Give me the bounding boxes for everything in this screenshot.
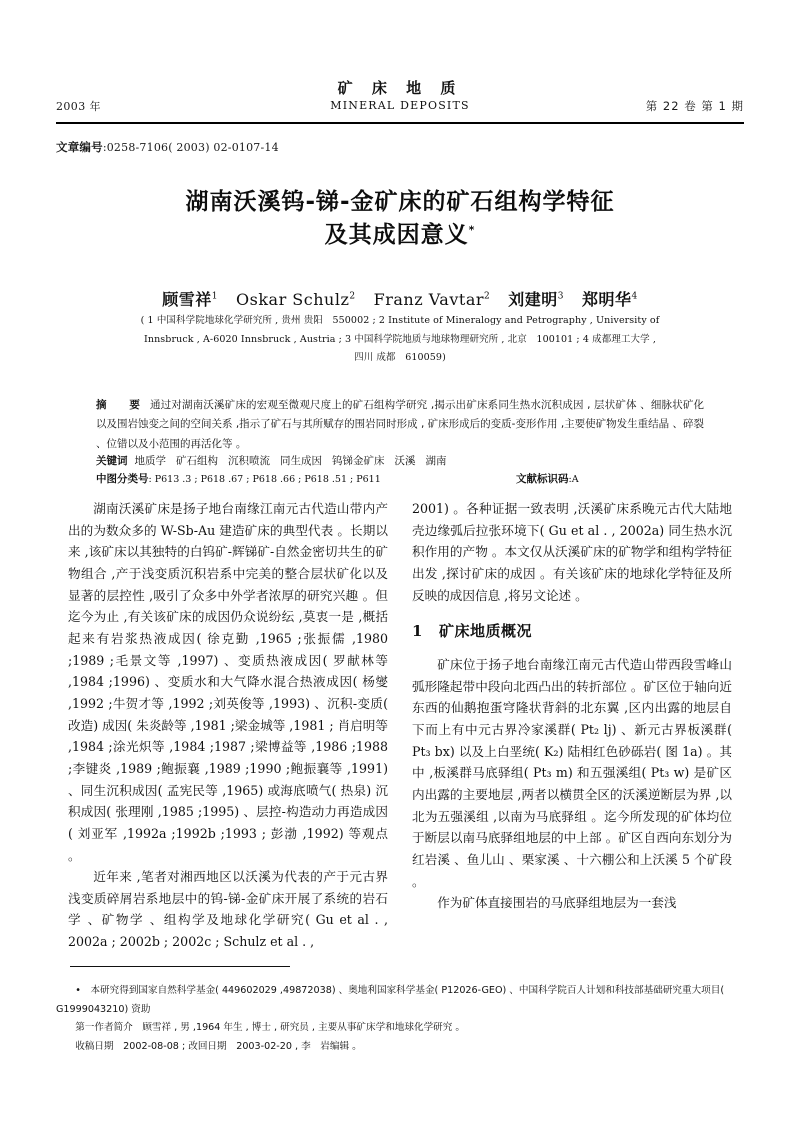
title-line-1: 湖南沃溪钨-锑-金矿床的矿石组构学特征 [185, 189, 615, 215]
header-rule [56, 122, 744, 124]
author-4 [508, 290, 564, 309]
author-5-affil-sup: 4 [631, 291, 638, 302]
title-footnote-marker: * [468, 223, 476, 236]
abstract-label: 摘 要 [96, 399, 146, 411]
abstract-text: 通过对湖南沃溪矿床的宏观至微观尺度上的矿石组构学研究 ,揭示出矿床系同生热水沉积成因 , 层状矿体 、细脉状矿化以及围岩蚀变之间的空间关系 ,指示了矿石与其所赋存的围岩同时形成 , 矿床形成后的变质-变形作用 ,主要使矿物发生重结晶 、碎裂 、位错以及小范围的再活化等 。 [96, 399, 704, 450]
column-left [68, 498, 388, 953]
author-5 [582, 290, 638, 309]
title-line-2-text: 及其成因意义 [324, 221, 469, 248]
left-paragraph-2: 近年来 ,笔者对湘西地区以沃溪为代表的产于元古界浅变质碎屑岩系地层中的钨-锑-金矿床开展了系统的岩石学 、矿物学 、组构学及地球化学研究( Gu et al . , 2002a ; 2002b ; 2002c ; Schulz et al . , [68, 869, 388, 950]
footnote-rule [70, 966, 290, 967]
keyword-1: 地质学 [134, 455, 166, 467]
author-3-affil-sup: 2 [484, 291, 491, 302]
keyword-2: 矿石组构 [176, 455, 218, 467]
author-4-affil-sup: 3 [557, 291, 564, 302]
right-paragraph-continued: 2001) 。各种证据一致表明 ,沃溪矿床系晚元古代大陆地壳边缘弧后拉张环境下( Gu et al . , 2002a) 同生热水沉积作用的产物 。本文仅从沃溪矿床的矿物学和组构学特征出发 ,探讨矿床的成因 。有关该矿床的地球化学特征及所反映的成因信息 ,将另文论述 。 [412, 501, 732, 603]
author-1-affil-sup: 1 [211, 291, 218, 302]
author-2 [236, 290, 356, 309]
article-number-label: 文章编号 [56, 140, 103, 154]
keyword-7: 湖南 [425, 455, 447, 467]
keyword-3: 沉积喷流 [228, 455, 270, 467]
author-5-name: 郑明华 [581, 290, 632, 309]
header-volume-issue: 第 22 卷 第 1 期 [645, 99, 744, 113]
column-right [412, 498, 732, 914]
document-code-label: 文献标识码 [516, 473, 569, 485]
journal-title-cn: 矿 床 地 质 [337, 79, 463, 97]
article-number-value: :0258-7106( 2003) 02-0107-14 [102, 141, 279, 154]
keyword-4: 同生成因 [280, 455, 322, 467]
title-line-2 [56, 219, 744, 252]
classification-label: 中图分类号 [96, 473, 149, 485]
keyword-6: 沃溪 [394, 455, 416, 467]
footnote-funding: • 本研究得到国家自然科学基金( 449602029 ,49872038) 、奥地利国家科学基金( P12026-GEO) 、中国科学院百人计划和科技部基础研究重大项目( G1999043210) 资助 [56, 985, 725, 1015]
journal-masthead [56, 80, 744, 112]
affiliation-line-2: Innsbruck , A-6020 Innsbruck , Austria ; 3 中国科学院地质与地球物理研究所 , 北京 100101 ; 4 成都理工大学 , [144, 333, 656, 345]
right-paragraph-1: 矿床位于扬子地台南缘江南元古代造山带西段雪峰山弧形隆起带中段向北西凸出的转折部位 。矿区位于轴向近东西的仙鹅抱蛋穹隆状背斜的北东翼 ,区内出露的地层自下而上有中元古界冷家溪群( Pt₂ lj) 、新元古界板溪群( Pt₃ bx) 以及上白垩统( K₂) 陆相红色砂砾岩( 图 1a) 。其中 ,板溪群马底驿组( Pt₃ m) 和五强溪组( Pt₃ w) 是矿区内出露的主要地层 ,两者以横贯全区的沃溪逆断层为界 ,以北为五强溪组 ,以南为马底驿组 。迄今所发现的矿体均位于断层以南马底驿组地层的中上部 。矿区自西向东划分为红岩溪 、鱼儿山 、栗家溪 、十六棚公和上沃溪 5 个矿段 。 [412, 657, 732, 889]
keywords-label: 关键词 [96, 455, 128, 467]
classification-value: : P613 .3 ; P618 .67 ; P618 .66 ; P618 .51 ; P611 [148, 474, 381, 485]
author-list [56, 287, 744, 310]
section-title: 矿床地质概况 [438, 622, 532, 641]
footnote-author-bio: 第一作者简介 顾雪祥 , 男 ,1964 年生 , 博士 , 研究员 , 主要从事矿床学和地球化学研究 。 [75, 1022, 465, 1034]
article-title [56, 186, 744, 251]
right-paragraph-2: 作为矿体直接围岩的马底驿组地层为一套浅 [437, 895, 677, 911]
author-3-name: Franz Vavtar [373, 290, 484, 309]
author-2-affil-sup: 2 [349, 291, 356, 302]
affiliations [82, 312, 718, 368]
left-paragraph-1: 湖南沃溪矿床是扬子地台南缘江南元古代造山带内产出的为数众多的 W-Sb-Au 建造矿床的典型代表 。长期以来 ,该矿床以其独特的白钨矿-辉锑矿-自然金密切共生的矿物组合 ,产于浅变质沉积岩系中完美的整合层状矿化以及显著的层控性 ,吸引了众多中外学者浓厚的研究兴趣 。但迄今为止 ,有关该矿床的成因仍众说纷纭 ,莫衷一是 ,概括起来有岩浆热液成因( 徐克勤 ,1965 ;张振儒 ,1980 ;1989 ;毛景文等 ,1997) 、变质热液成因( 罗献林等 ,1984 ;1996) 、变质水和大气降水混合热液成因( 杨燮 ,1992 ;牛贺才等 ,1992 ;刘英俊等 ,1993) 、沉积-变质( 改造) 成因( 朱炎龄等 ,1981 ;梁金城等 ,1981 ; 肖启明等 ,1984 ;涂光炽等 ,1984 ;1987 ;梁博益等 ,1986 ;1988 ;李键炎 ,1989 ;鲍振襄 ,1989 ;1990 ;鲍振襄等 ,1991) 、同生沉积成因( 孟宪民等 ,1965) 或海底喷气( 热泉) 沉积成因( 张理刚 ,1985 ;1995) 、层控-构造动力再造成因( 刘亚军 ,1992a ;1992b ;1993 ; 彭渤 ,1992) 等观点 。 [68, 501, 388, 863]
section-heading-1 [412, 619, 732, 645]
keyword-5: 钨锑金矿床 [332, 455, 385, 467]
footnotes [56, 982, 744, 1057]
author-1-name: 顾雪祥 [162, 290, 212, 309]
author-2-name: Oskar Schulz [236, 290, 350, 309]
journal-title-en: MINERAL DEPOSITS [330, 99, 470, 113]
document-code-value: :A [568, 474, 579, 485]
keywords [96, 452, 704, 472]
document-code [516, 471, 579, 486]
affiliation-line-3: 四川 成都 610059) [354, 352, 446, 364]
author-1 [162, 290, 218, 309]
author-3 [374, 290, 491, 309]
classification-row [96, 471, 704, 486]
running-head [56, 80, 744, 122]
header-year: 2003 年 [56, 100, 101, 113]
author-4-name: 刘建明 [508, 290, 558, 309]
article-number [56, 139, 279, 155]
section-number: 1 [412, 622, 423, 641]
abstract [96, 396, 704, 454]
footnote-dates: 收稿日期 2002-08-08 ; 改回日期 2003-02-20 , 李 岩编辑 。 [75, 1041, 362, 1053]
affiliation-line-1: ( 1 中国科学院地球化学研究所 , 贵州 贵阳 550002 ; 2 Institute of Mineralogy and Petrography , University of [140, 315, 660, 326]
